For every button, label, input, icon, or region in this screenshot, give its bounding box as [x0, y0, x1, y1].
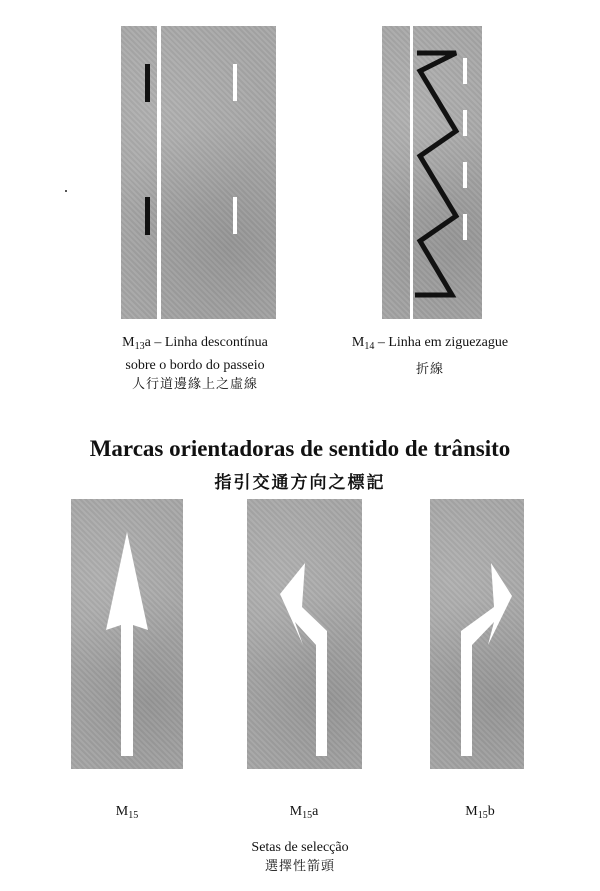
- m15a-label: [264, 802, 344, 825]
- m13a-black-dash-2: [145, 197, 150, 235]
- m13a-sub: 13: [134, 341, 145, 352]
- m14-curb-line: [410, 26, 413, 319]
- m15a-suffix: a: [312, 804, 319, 819]
- m13a-suffix: a: [144, 335, 151, 350]
- m15b-code: M: [465, 804, 478, 819]
- m15-road-panel: [71, 499, 183, 769]
- m13a-white-dash-1: [233, 64, 237, 101]
- m14-white-dash-1: [463, 58, 467, 84]
- scan-speck: [65, 190, 67, 192]
- m14-white-dash-3: [463, 162, 467, 188]
- m13a-title: [70, 333, 320, 356]
- m14-sub: 14: [364, 341, 375, 352]
- m15-arrow-svg: [71, 499, 183, 769]
- m14-road-panel: [382, 26, 482, 319]
- m13a-black-dash-1: [145, 64, 150, 102]
- m15-sub: 15: [128, 810, 139, 821]
- m13a-caption: [70, 333, 320, 394]
- m13a-curb-line: [157, 26, 161, 319]
- m13a-line2: sobre o bordo do passeio: [125, 358, 265, 373]
- m13a-title-text: – Linha descontínua: [150, 335, 268, 350]
- m14-title: [320, 333, 540, 356]
- m13a-zh: 人行道邊緣上之虛線: [131, 377, 258, 392]
- m14-zigzag-line: [415, 53, 456, 295]
- m15-code: M: [115, 804, 129, 819]
- m15a-sub: 15: [302, 810, 313, 821]
- m15a-left-arrow: [280, 563, 327, 756]
- section-title-zh: 指引交通方向之標記: [214, 473, 386, 493]
- m15b-sub: 15: [477, 810, 488, 821]
- arrows-caption-zh: 選擇性箭頭: [264, 859, 335, 874]
- m15b-right-arrow: [461, 563, 512, 756]
- m15-straight-arrow: [106, 532, 148, 756]
- section-title: Marcas orientadoras de sentido de trânsito: [89, 436, 511, 461]
- m14-title-text: – Linha em ziguezague: [374, 335, 509, 350]
- m15b-road-panel: [430, 499, 524, 769]
- m15a-road-panel: [247, 499, 362, 769]
- m14-white-dash-2: [463, 110, 467, 136]
- m15a-arrow-svg: [247, 499, 362, 769]
- m13a-white-dash-2: [233, 197, 237, 234]
- m15a-code: M: [289, 804, 303, 819]
- m15b-arrow-svg: [430, 499, 524, 769]
- m14-white-dash-4: [463, 214, 467, 240]
- arrows-caption: [200, 838, 400, 876]
- m14-caption: [320, 333, 540, 379]
- m13a-road-panel: [121, 26, 276, 319]
- m15b-suffix: b: [487, 804, 495, 819]
- m15b-label: [440, 802, 520, 825]
- m14-zh: 折線: [415, 362, 444, 377]
- arrows-caption-pt: Setas de selecção: [251, 840, 349, 855]
- m14-markings: [382, 26, 482, 319]
- m13a-markings: [121, 26, 276, 319]
- m13a-code: M: [122, 335, 135, 350]
- m15-label: [87, 802, 167, 825]
- m14-code: M: [351, 335, 365, 350]
